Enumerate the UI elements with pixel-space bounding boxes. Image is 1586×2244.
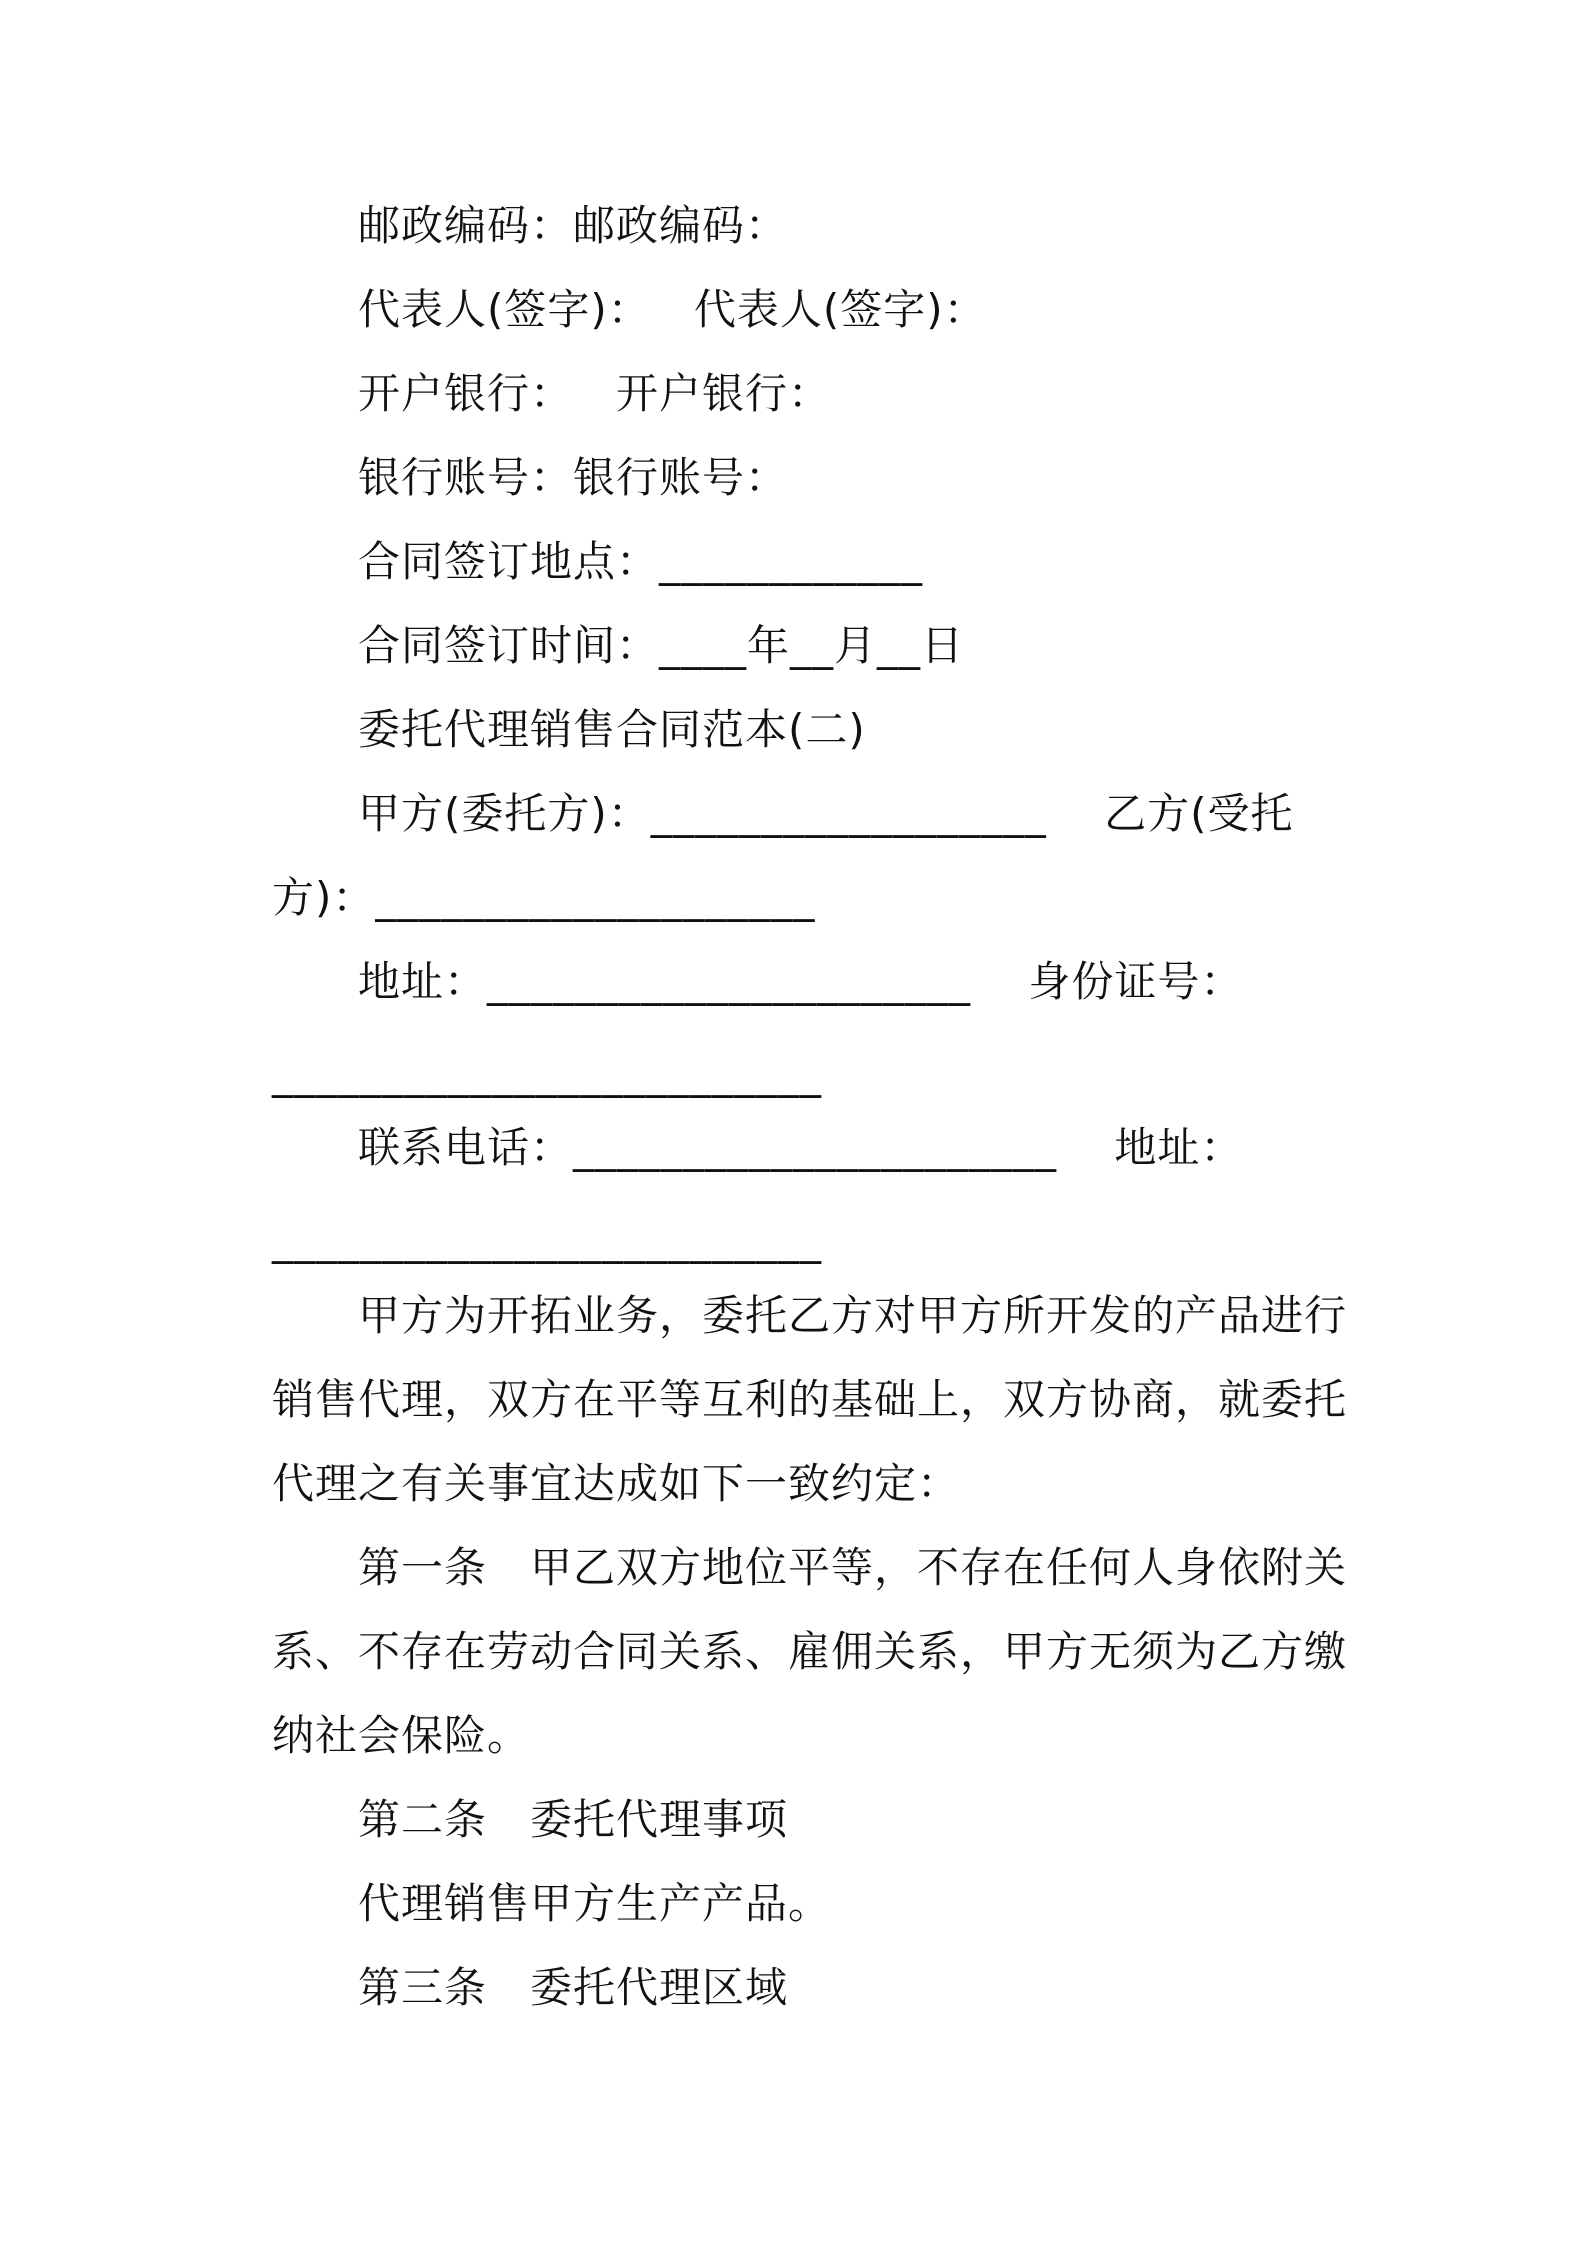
paragraph-intro-line-2: 销售代理，双方在平等互利的基础上，双方协商，就委托	[272, 1375, 1348, 1424]
article-three-heading: 第三条 委托代理区域	[358, 1963, 789, 2012]
representative-signature-line: 代表人(签字)： 代表人(签字)：	[358, 285, 987, 334]
paragraph-intro-line-1: 甲方为开拓业务，委托乙方对甲方所开发的产品进行	[358, 1291, 1348, 1340]
address-id-line: 地址：______________________ 身份证号：	[358, 957, 1244, 1006]
article-two-body: 代理销售甲方生产产品。	[358, 1879, 832, 1928]
paragraph-intro-line-3: 代理之有关事宜达成如下一致约定：	[272, 1459, 961, 1508]
address-blank-line: _________________________	[272, 1215, 822, 1264]
signing-place-line: 合同签订地点：____________	[358, 537, 924, 586]
party-a-line: 甲方(委托方)：__________________ 乙方(受托	[358, 789, 1294, 838]
article-two-heading: 第二条 委托代理事项	[358, 1795, 789, 1844]
bank-name-line: 开户银行： 开户银行：	[358, 369, 832, 418]
contract-title-line: 委托代理销售合同范本(二)	[358, 705, 866, 754]
bank-account-line: 银行账号：银行账号：	[358, 453, 789, 502]
party-b-continuation-line: 方)：____________________	[272, 873, 816, 922]
article-one-line-2: 系、不存在劳动合同关系、雇佣关系，甲方无须为乙方缴	[272, 1627, 1348, 1676]
phone-address-line: 联系电话：______________________ 地址：	[358, 1123, 1244, 1172]
id-blank-line: _________________________	[272, 1049, 822, 1098]
article-one-line-1: 第一条 甲乙双方地位平等，不存在任何人身依附关	[358, 1543, 1348, 1592]
article-one-line-3: 纳社会保险。	[272, 1711, 531, 1760]
signing-date-line: 合同签订时间：____年__月__日	[358, 621, 965, 670]
postal-code-line: 邮政编码：邮政编码：	[358, 201, 789, 250]
